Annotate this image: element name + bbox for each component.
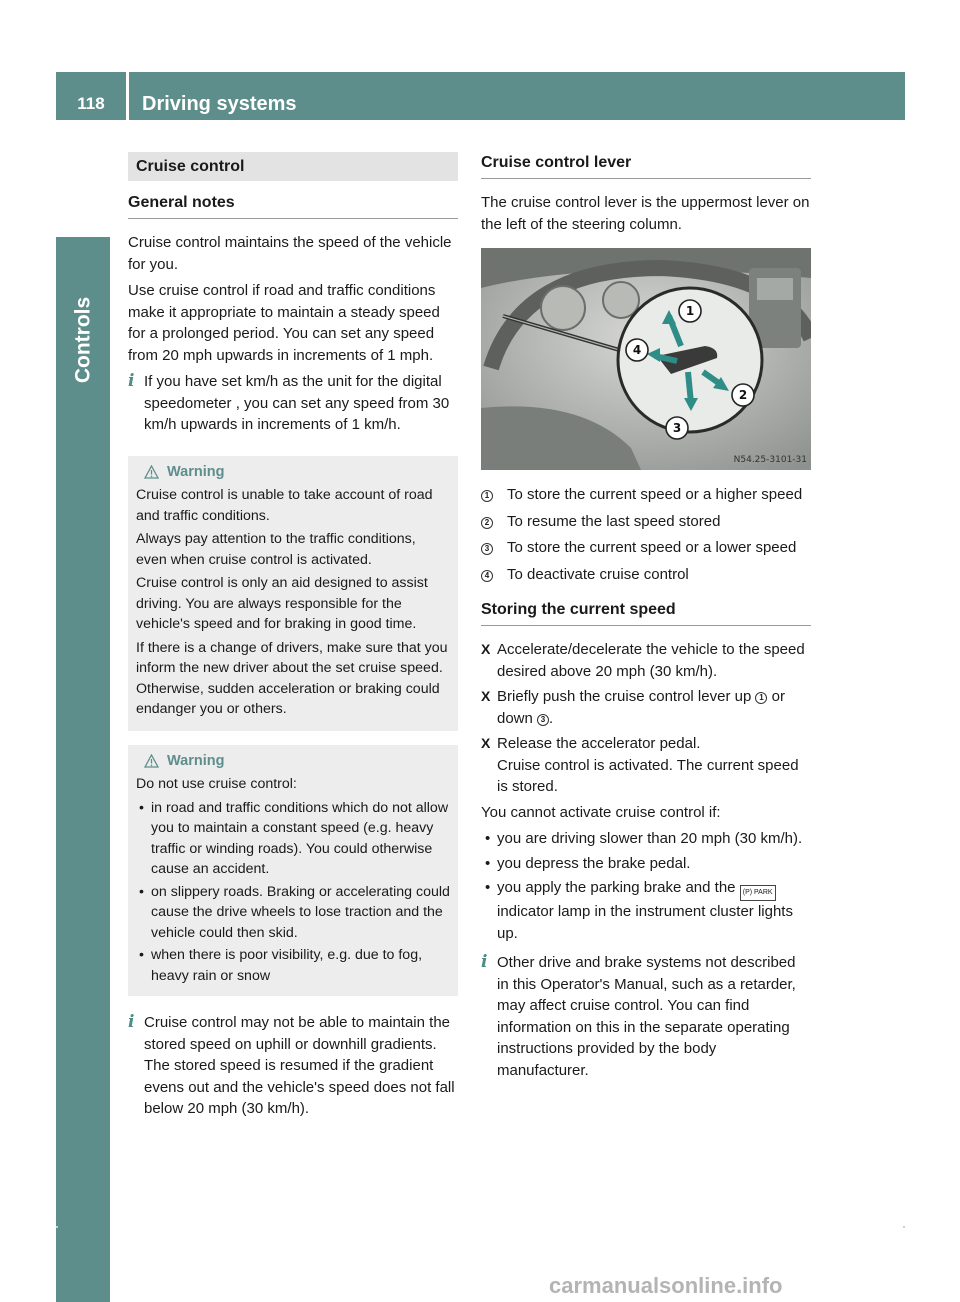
warning-triangle-icon: [144, 754, 159, 768]
lever-heading: Cruise control lever: [481, 152, 811, 179]
side-bar: [56, 296, 110, 1302]
cruise-lever-illustration: [481, 248, 811, 470]
action-step: X Accelerate/decelerate the vehicle to the speed desired above 20 mph (30 km/h).: [481, 641, 805, 680]
footer-dot: [56, 1226, 58, 1228]
general-notes-heading: General notes: [128, 192, 458, 219]
callout-4-label: 4: [632, 343, 642, 357]
paragraph: The cruise control lever is the uppermost lever on the left of the steering column.: [481, 194, 810, 233]
parking-brake-indicator-icon: (P) PARK: [740, 885, 776, 901]
info-note: i Other drive and brake systems not described in this Operator's Manual, such as a retarder, may affect cruise control. You can find information on this in the separate operating instructions provided by the body manufacturer.: [481, 952, 796, 1079]
callout-3-label: 3: [672, 421, 682, 435]
warning-title: Warning: [167, 463, 225, 480]
callout-1-label: 1: [685, 304, 695, 318]
paragraph: Cruise control maintains the speed of the vehicle for you.: [128, 234, 452, 273]
right-column: [481, 152, 811, 1085]
info-note: i Cruise control may not be able to maintain the stored speed on uphill or downhill gradients. The stored speed is resumed if the gradient evens out and the vehicle's speed does not fall below 20 mph (30 km/h).: [128, 1012, 455, 1117]
warning-text: Cruise control is unable to take account of road and traffic conditions.: [136, 487, 433, 524]
warning-text: Cruise control is only an aid designed to assist driving. You are always responsible for the vehicle's speed and for braking in good time.: [136, 575, 428, 632]
info-icon: i: [128, 1012, 135, 1032]
list-item: • on slippery roads. Braking or accelerating could cause the drive wheels to lose traction and the vehicle could then skid.: [139, 883, 450, 941]
warning-text: Do not use cruise control:: [136, 776, 297, 792]
left-column: [128, 152, 458, 1124]
warning-title: Warning: [167, 752, 225, 769]
callout-item: 1 To store the current speed or a higher speed: [481, 484, 811, 506]
paragraph: You cannot activate cruise control if:: [481, 803, 721, 821]
list-item: • in road and traffic conditions which do not allow you to maintain a constant speed (e.g. heavy traffic or winding roads). You could otherwise cause an accident.: [139, 799, 449, 877]
storing-heading: Storing the current speed: [481, 599, 811, 626]
action-step: X Briefly push the cruise control lever up 1 or down 3 .: [481, 688, 785, 727]
callout-2-label: 2: [738, 388, 748, 402]
figure-code: N54.25-3101-31: [733, 455, 807, 465]
info-note: i If you have set km/h as the unit for the digital speedometer , you can set any speed from 30 km/h upwards in increments of 1 km/h.: [128, 371, 450, 433]
list-item: • you depress the brake pedal.: [485, 854, 691, 872]
header-divider: [126, 72, 129, 120]
info-icon: i: [128, 371, 135, 391]
action-result: Cruise control is activated. The current speed is stored.: [497, 756, 799, 795]
chapter-title: Driving systems: [142, 93, 297, 115]
callout-item: 4 To deactivate cruise control: [481, 564, 811, 586]
side-tab-label: Controls: [71, 296, 95, 384]
warning-text: If there is a change of drivers, make sure that you inform the new driver about the set cruise speed. Otherwise, sudden acceleration or braking could endanger you or others.: [136, 639, 448, 717]
list-item: • you apply the parking brake and the (P) PARK indicator lamp in the instrument cluster lights up.: [485, 879, 793, 942]
footer-dot: [903, 1226, 905, 1228]
list-item: • you are driving slower than 20 mph (30 km/h).: [485, 830, 803, 847]
list-item: • when there is poor visibility, e.g. due to fog, heavy rain or snow: [139, 947, 423, 984]
warning-text: Always pay attention to the traffic conditions, even when cruise control is activated.: [136, 531, 416, 568]
warning-box: [128, 745, 458, 997]
info-icon: i: [481, 952, 488, 972]
page-number: 118: [77, 94, 105, 113]
paragraph: Use cruise control if road and traffic conditions make it appropriate to maintain a steady speed for a prolonged period. You can set any speed from 20 mph upwards in increments of 1 mph.: [128, 282, 440, 364]
watermark: carmanualsonline.info: [549, 1273, 783, 1298]
cruise-lever-figure: [481, 248, 811, 470]
callout-item: 2 To resume the last speed stored: [481, 511, 811, 533]
action-step: X Release the accelerator pedal. Cruise control is activated. The current speed is stored.: [481, 735, 799, 795]
warning-box: [128, 456, 458, 731]
callout-item: 3 To store the current speed or a lower speed: [481, 537, 811, 559]
section-title: Cruise control: [128, 152, 458, 181]
warning-triangle-icon: [144, 465, 159, 479]
